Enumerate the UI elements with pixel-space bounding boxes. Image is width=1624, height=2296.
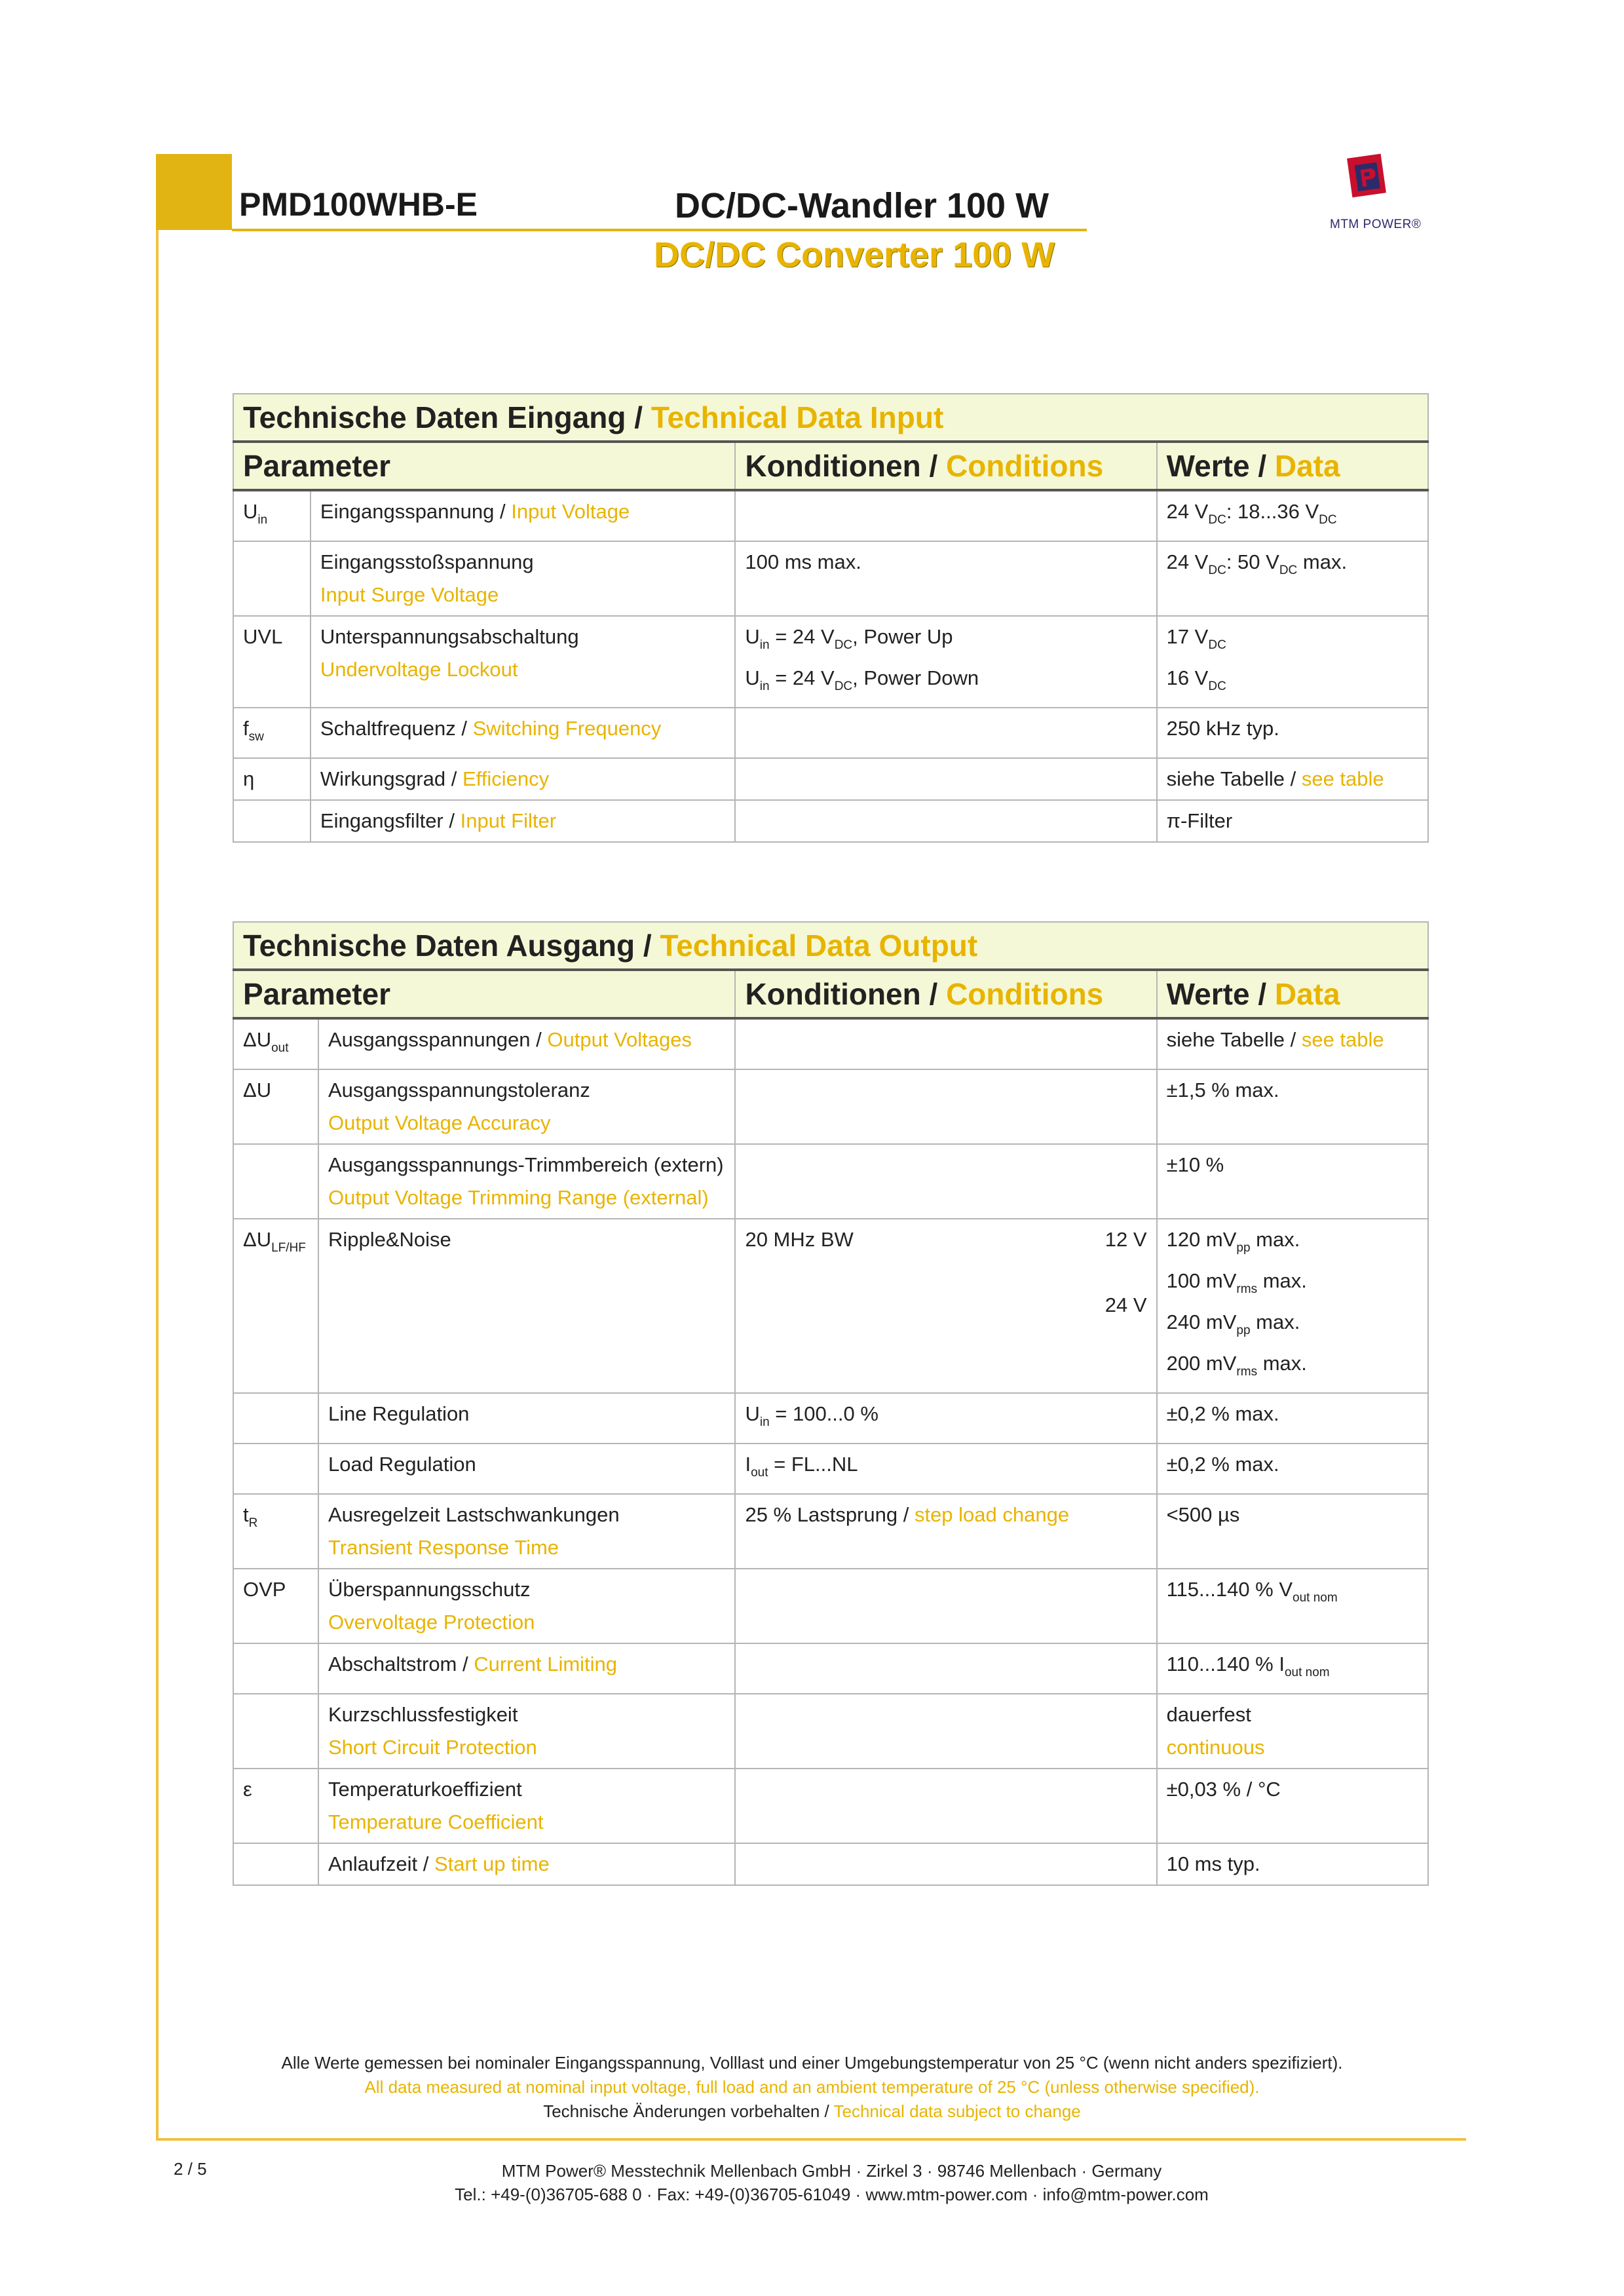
table-row: $U_{in}$ Eingangsspannung / Input Voltage 24 $V_{DC}$: 18...36 $V_{DC}$ [233,490,1428,541]
table-row: $f_{sw}$ Schaltfrequenz / Switching Frequency 250 kHz typ. [233,708,1428,758]
note-german: Alle Werte gemessen bei nominaler Eingangsspannung, Volllast und einer Umgebungstemperatur von 25 °C (wenn nicht anders spezifiziert). [281,2053,1343,2073]
table-row: η Wirkungsgrad / Efficiency siehe Tabelle / see table [233,758,1428,800]
table-row: $\Delta U_{out}$ Ausgangsspannungen / Output Voltages siehe Tabelle / see table [233,1018,1428,1069]
table-row: Eingangsstoßspannung Input Surge Voltage 100 ms max. 24 $V_{DC}$: 50 $V_{DC}$ max. [233,541,1428,616]
table-row: OVP Überspannungsschutz Overvoltage Protection 115...140 % $V_{out nom}$ [233,1569,1428,1643]
title-german: DC/DC-Wandler 100 W [675,186,1049,225]
column-header-data: Werte / Data [1157,442,1428,490]
table-row: Kurzschlussfestigkeit Short Circuit Protection dauerfest continuous [233,1694,1428,1769]
table-row: $t_R$ Ausregelzeit Lastschwankungen Transient Response Time 25 % Lastsprung / step load change <500 µs [233,1494,1428,1569]
input-table-title: Technische Daten Eingang / Technical Data Input [233,394,1428,442]
logo-text: MTM POWER® [1330,218,1422,231]
footer-contact: Tel.: +49-(0)36705-688 0 · Fax: +49-(0)36705-61049 · www.mtm-power.com · info@mtm-power.com [455,2185,1209,2204]
output-table-title: Technische Daten Ausgang / Technical Data Output [233,922,1428,970]
input-table-header [233,442,1428,490]
table-row: $\Delta U_{LF/HF}$ Ripple&Noise 20 MHz BW 12 V 24 V 120 $mV_{pp}$ max. 100 $mV_{rms}$ max. 240 $mV_{pp}$ max. 200 $mV_{rms}$ max. [233,1219,1428,1393]
company-logo [1330,152,1422,237]
left-margin-rule [156,230,159,2140]
mtm-logo-icon [1344,152,1390,204]
input-data-table [233,393,1429,843]
output-data-table [233,921,1429,1886]
title-english: DC/DC Converter 100 W [654,235,1055,275]
bottom-rule [156,2138,1466,2141]
model-number: PMD100WHB-E [239,186,478,223]
footer-address: MTM Power® Messtechnik Mellenbach GmbH · Zirkel 3 · 98746 Mellenbach · Germany [501,2161,1162,2181]
header-rule [232,229,1087,231]
column-header-data: Werte / Data [1157,970,1428,1018]
table-row: Ausgangsspannungs-Trimmbereich (extern) Output Voltage Trimming Range (external) ±10 % [233,1144,1428,1219]
footnotes [0,2051,1624,2124]
table-row: Load Regulation $I_{out} = FL...NL$ ±0,2 % max. [233,1444,1428,1494]
table-row: Eingangsfilter / Input Filter π-Filter [233,800,1428,842]
accent-block [156,154,232,230]
note-english: All data measured at nominal input voltage, full load and an ambient temperature of 25 °C (unless otherwise specified). [364,2077,1260,2097]
column-header-parameter: Parameter [233,442,735,490]
table-row: ε Temperaturkoeffizient Temperature Coefficient ±0,03 % / °C [233,1769,1428,1843]
table-row: Line Regulation $U_{in} = 100...0$ % ±0,2 % max. [233,1393,1428,1444]
note-changes: Technische Änderungen vorbehalten / Technical data subject to change [543,2101,1081,2121]
table-row: UVL Unterspannungsabschaltung Undervoltage Lockout $U_{in} = 24$ $V_{DC}$, Power Up $U_{in} = 24$ $V_{DC}$, Power Down 17 $V_{DC}$ 16 $V_{DC}$ [233,616,1428,708]
table-row: Anlaufzeit / Start up time 10 ms typ. [233,1843,1428,1885]
column-header-conditions: Konditionen / Conditions [735,442,1156,490]
table-row: ΔU Ausgangsspannungstoleranz Output Voltage Accuracy ±1,5 % max. [233,1069,1428,1144]
column-header-conditions: Konditionen / Conditions [735,970,1156,1018]
page-footer [0,2159,1624,2206]
page-number: 2 / 5 [174,2159,207,2179]
table-row: Abschaltstrom / Current Limiting 110...140 % $I_{out nom}$ [233,1643,1428,1694]
output-table-header [233,970,1428,1018]
column-header-parameter: Parameter [233,970,735,1018]
